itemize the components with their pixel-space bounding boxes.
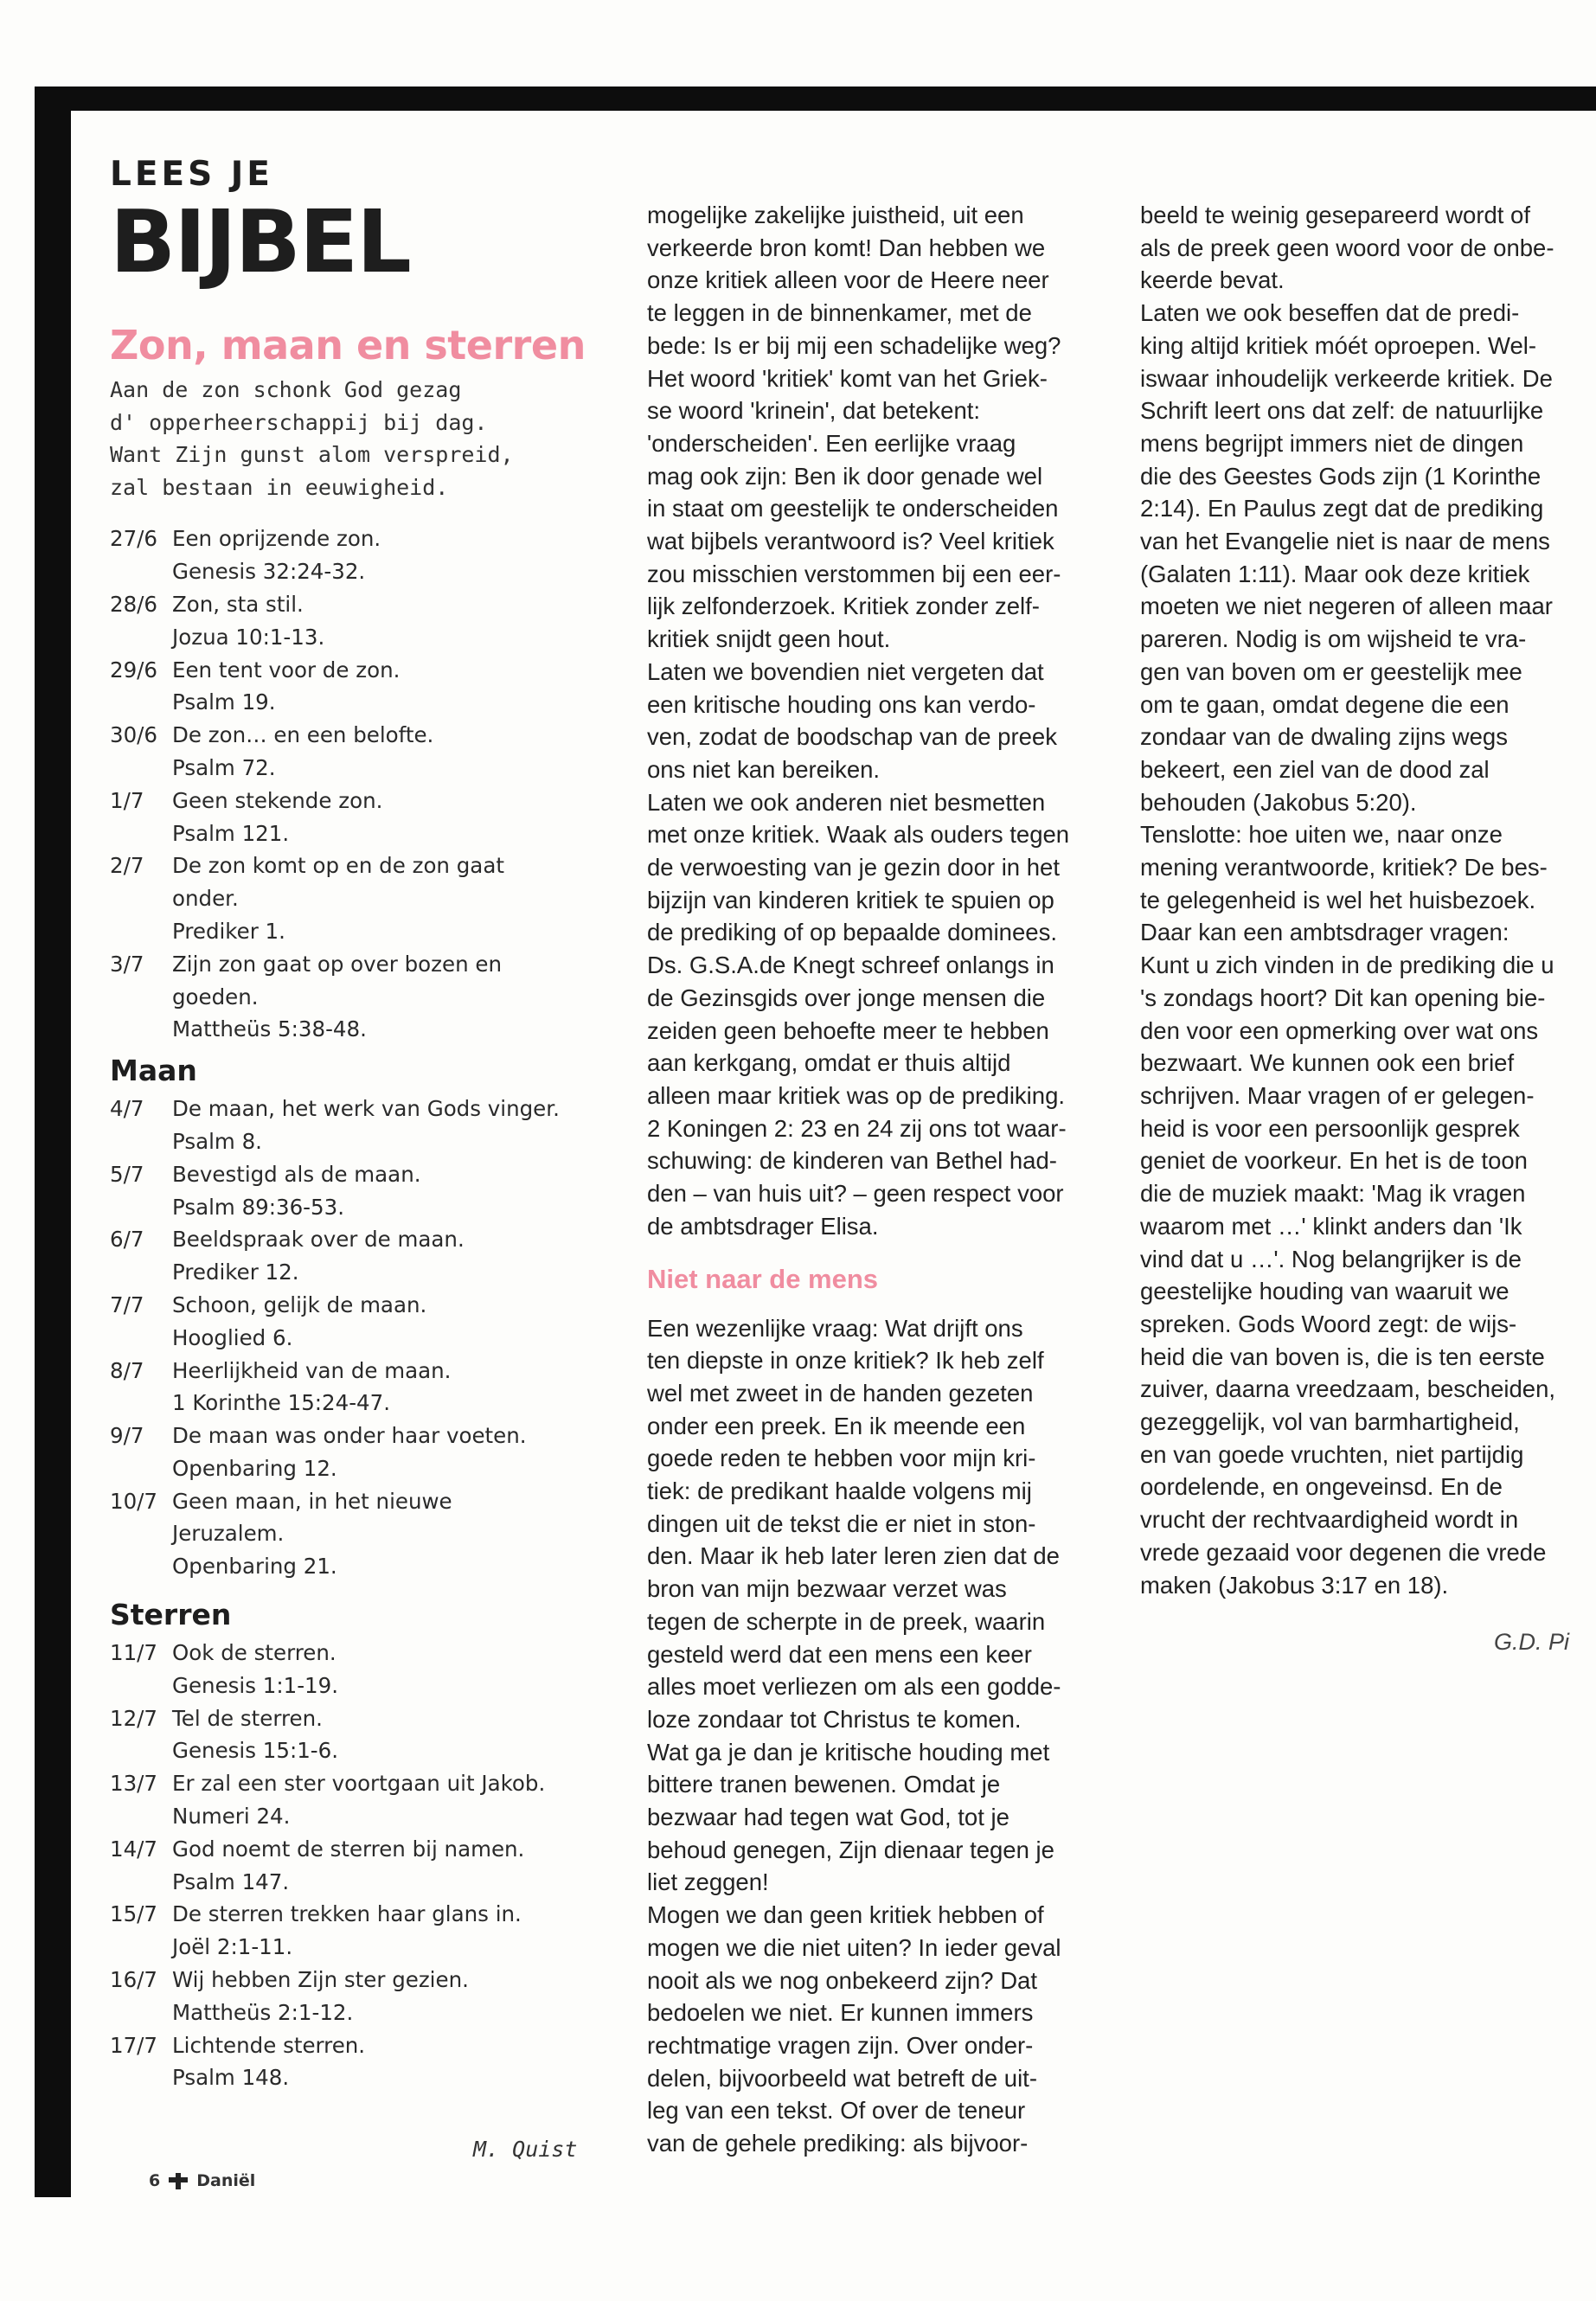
text-line: Mogen we dan geen kritiek hebben of [647,1901,1044,1929]
reading-text [172,1223,594,1289]
reading-item [110,1702,594,1768]
reading-line: Ook de sterren. [172,1640,337,1666]
top-black-bar [35,87,1596,111]
reading-line: Er zal een ster voortgaan uit Jakob. [172,1771,546,1797]
reading-date: 5/7 [110,1161,144,1187]
text-line: met onze kritiek. Waak als ouders tegen [647,821,1070,849]
reading-text [172,1637,594,1702]
reading-line: Genesis 32:24-32. [172,559,366,585]
reading-item [110,1964,594,2029]
text-line: geestelijke houding van waaruit we [1140,1278,1509,1305]
text-line: Laten we ook beseffen dat de predi- [1140,299,1520,327]
author-signature: M. Quist [473,2137,578,2162]
text-line: Laten we bovendien niet vergeten dat [647,657,1044,685]
reading-line: Numeri 24. [172,1804,291,1830]
reading-line: Psalm 8. [172,1128,262,1154]
reading-date: 10/7 [110,1488,158,1514]
text-line: ons niet kan bereiken. [647,755,881,783]
text-line: leg van een tekst. Of over de teneur [647,2097,1026,2125]
text-line: een kritische houding ons kan verdo- [647,690,1036,718]
reading-date: 15/7 [110,1901,158,1927]
reading-date: 30/6 [110,722,158,748]
header-kicker: LEES JE [110,155,273,194]
text-line: mogen we die niet uiten? In ieder geval [647,1933,1061,1961]
reading-date: 13/7 [110,1771,158,1797]
reading-line: Psalm 121. [172,820,290,846]
text-line: bede: Is er bij mij een schadelijke weg? [647,331,1061,359]
reading-item [110,785,594,850]
text-line: bezwaar had tegen wat God, tot je [647,1804,1010,1831]
reading-line: Zijn zon gaat op over bozen en [172,951,502,977]
text-line: die des Geestes Gods zijn (1 Korinthe [1140,462,1542,490]
reading-item [110,1355,594,1420]
text-line: mag ook zijn: Ben ik door genade wel [647,462,1043,490]
text-line: heid die van boven is, die is ten eerste [1140,1343,1545,1370]
text-line: lijk zelfonderzoek. Kritiek zonder zelf- [647,593,1040,620]
reading-item [110,1289,594,1355]
reading-date: 4/7 [110,1096,144,1122]
reading-line: Hooglied 6. [172,1324,293,1350]
text-line: ven, zodat de boodschap van de preek [647,723,1057,751]
reading-text [172,1898,594,1964]
reading-line: Jeruzalem. [172,1521,285,1547]
reading-item [110,1637,594,1702]
text-line: de Gezinsgids over jonge mensen die [647,984,1046,1011]
text-line: den. Maar ik heb later leren zien dat de [647,1542,1060,1570]
text-line: 'onderscheiden'. Een eerlijke vraag [647,429,1016,457]
reading-line: Heerlijkheid van de maan. [172,1357,452,1383]
text-line: mens begrijpt immers niet de dingen [1140,429,1524,457]
reading-item [110,588,594,654]
reading-text [172,1833,594,1899]
schedule-subtitle: Zon, maan en sterren [110,322,586,369]
reading-item [110,719,594,785]
text-line: de ambtsdrager Elisa. [647,1212,879,1240]
text-line: zuiver, daarna vreedzaam, bescheiden, [1140,1375,1556,1403]
text-line: vrucht der rechtvaardigheid wordt in [1140,1506,1519,1534]
reading-line: Bevestigd als de maan. [172,1161,421,1187]
reading-date: 28/6 [110,591,158,617]
reading-line: De zon komt op en de zon gaat [172,853,504,879]
reading-item [110,1833,594,1899]
reading-text [172,1964,594,2029]
text-line: aan kerkgang, omdat er thuis altijd [647,1049,1011,1077]
reading-line: Mattheüs 2:1-12. [172,1999,354,2025]
text-line: onder een preek. En ik meende een [647,1412,1026,1439]
reading-text [172,1485,594,1583]
text-line: zondaar van de dwaling zijns wegs [1140,723,1508,751]
text-line: 2 Koningen 2: 23 en 24 zij ons tot waar- [647,1114,1067,1142]
reading-item [110,1767,594,1833]
reading-date: 8/7 [110,1357,144,1383]
text-line: zou misschien verstommen bij een eer- [647,560,1061,587]
paragraph-block-b [647,1312,1106,2160]
reading-line: Zon, sta stil. [172,591,304,617]
cross-lion-icon [167,2171,189,2190]
reading-date: 7/7 [110,1292,144,1317]
text-line: schrijven. Maar vragen of er gelegen- [1140,1081,1535,1109]
text-line: gen van boven om er geestelijk mee [1140,657,1522,685]
text-line: alleen maar kritiek was op de prediking. [647,1081,1066,1109]
reading-date: 1/7 [110,787,144,813]
reading-item [110,1898,594,1964]
text-line: behoud genegen, Zijn dienaar tegen je [647,1836,1054,1863]
text-line: om te gaan, omdat degene die een [1140,690,1509,718]
text-line: liet zeggen! [647,1868,769,1896]
text-line: vrede gezaaid voor degenen die vrede [1140,1538,1547,1566]
reading-line: Joël 2:1-11. [172,1934,293,1960]
reading-line: God noemt de sterren bij namen. [172,1836,525,1862]
text-line: den – van huis uit? – geen respect voor [647,1180,1064,1208]
reading-item [110,522,594,588]
reading-line: De maan was onder haar voeten. [172,1423,527,1449]
text-line: tiek: de predikant haalde volgens mij [647,1477,1032,1505]
reading-line: Psalm 148. [172,2065,290,2091]
page-footer [149,2171,255,2190]
text-line: de prediking of op bepaalde dominees. [647,919,1057,946]
text-line: bedoelen we niet. Er kunnen immers [647,1999,1034,2027]
reading-line: Een oprijzende zon. [172,526,381,552]
reading-text [172,719,594,785]
reading-line: Genesis 15:1-6. [172,1738,339,1764]
reading-item [110,1223,594,1289]
text-line: en van goede vruchten, niet partijdig [1140,1440,1524,1468]
reading-date: 6/7 [110,1227,144,1253]
reading-date: 14/7 [110,1836,158,1862]
maan-list [110,1093,594,1583]
reading-line: Mattheüs 5:38-48. [172,1016,367,1042]
reading-item [110,654,594,720]
sterren-heading: Sterren [110,1598,232,1632]
sterren-list [110,1637,594,2094]
reading-line: Prediker 1. [172,918,285,944]
paragraph-block-c [1140,199,1596,1601]
text-line: keerde bevat. [1140,266,1285,294]
reading-line: Schoon, gelijk de maan. [172,1292,427,1317]
reading-line: 1 Korinthe 15:24-47. [172,1390,391,1416]
reading-line: Jozua 10:1-13. [172,624,325,650]
reading-line: Lichtende sterren. [172,2032,366,2058]
reading-text [172,1420,594,1485]
reading-item [110,2029,594,2095]
text-line: als de preek geen woord voor de onbe- [1140,234,1554,261]
verse-line: Aan de zon schonk God gezag [110,377,462,402]
zon-list [110,522,594,1046]
reading-date: 16/7 [110,1967,158,1993]
text-line: Het woord 'kritiek' komt van het Griek- [647,364,1048,392]
reading-date: 12/7 [110,1705,158,1731]
text-line: waarom met …' klinkt anders dan 'Ik [1140,1212,1522,1240]
reading-text [172,849,594,947]
verse-line: Want Zijn gunst alom verspreid, [110,442,514,468]
reading-text [172,948,594,1046]
paragraph-block-a [647,199,1106,1243]
text-line: bittere tranen bewenen. Omdat je [647,1771,1001,1798]
section-subhead: Niet naar de mens [647,1263,879,1294]
text-line: wel met zweet in de handen gezeten [647,1379,1034,1407]
magazine-name: Daniël [196,2171,256,2190]
reading-line: Psalm 19. [172,689,276,715]
text-line: maken (Jakobus 3:17 en 18). [1140,1571,1449,1599]
text-line: delen, bijvoorbeeld wat betreft de uit- [647,2064,1037,2092]
reading-line: Een tent voor de zon. [172,657,401,683]
text-line: Schrift leert ons dat zelf: de natuurlijke [1140,397,1544,425]
text-line: Wat ga je dan je kritische houding met [647,1738,1050,1766]
text-line: gezeggelijk, vol van barmhartigheid, [1140,1408,1520,1436]
text-line: behouden (Jakobus 5:20). [1140,788,1417,816]
text-line: gesteld werd dat een mens een keer [647,1640,1032,1668]
text-line: vind dat u …'. Nog belangrijker is de [1140,1245,1522,1272]
reading-line: Psalm 89:36-53. [172,1194,344,1220]
reading-line: Psalm 147. [172,1868,290,1894]
reading-line: Beeldspraak over de maan. [172,1227,465,1253]
text-line: die de muziek maakt: 'Mag ik vragen [1140,1180,1526,1208]
reading-text [172,2029,594,2095]
text-line: iswaar inhoudelijk verkeerde kritiek. De [1140,364,1553,392]
text-line: moeten we niet negeren of alleen maar [1140,593,1553,620]
reading-date: 27/6 [110,526,158,552]
text-line: 2:14). En Paulus zegt dat de prediking [1140,495,1544,522]
reading-line: Geen maan, in het nieuwe [172,1488,452,1514]
text-line: te leggen in de binnenkamer, met de [647,299,1032,327]
reading-line: De zon… en een belofte. [172,722,434,748]
text-line: bron van mijn bezwaar verzet was [647,1575,1007,1603]
text-line: loze zondaar tot Christus te komen. [647,1705,1022,1733]
text-line: pareren. Nodig is om wijsheid te vra- [1140,625,1527,653]
reading-date: 9/7 [110,1423,144,1449]
text-line: in staat om geestelijk te onderscheiden [647,495,1059,522]
header-title: BIJBEL [110,191,410,292]
reading-text [172,1767,594,1833]
reading-line: onder. [172,886,239,912]
verse-line: d' opperheerschappij bij dag. [110,409,488,435]
reading-text [172,654,594,720]
page-number: 6 [149,2171,161,2190]
reading-line: goeden. [172,984,259,1009]
text-line: beeld te weinig gesepareerd wordt of [1140,202,1530,228]
reading-date: 11/7 [110,1640,158,1666]
text-line: tegen de scherpte in de preek, waarin [647,1607,1046,1635]
text-line: Tenslotte: hoe uiten we, naar onze [1140,821,1503,849]
text-line: king altijd kritiek móét oproepen. Wel- [1140,331,1537,359]
text-line: oordelende, en ongeveinsd. En de [1140,1473,1503,1501]
reading-text [172,1355,594,1420]
reading-item [110,1093,594,1158]
text-line: Ds. G.S.A.de Knegt schreef onlangs in [647,952,1054,979]
reading-text [172,1289,594,1355]
reading-line: Wij hebben Zijn ster gezien. [172,1967,469,1993]
article-column-3 [1140,199,1596,1601]
reading-text [172,588,594,654]
reading-text [172,785,594,850]
text-line: den voor een opmerking over wat ons [1140,1016,1539,1044]
reading-schedule-column [110,154,594,2094]
reading-date: 29/6 [110,657,158,683]
text-line: rechtmatige vragen zijn. Over onder- [647,2031,1034,2059]
reading-item [110,1485,594,1583]
text-line: alles moet verliezen om als een godde- [647,1673,1061,1701]
reading-line: Psalm 72. [172,754,276,780]
text-line: bekeert, een ziel van de dood zal [1140,755,1490,783]
reading-item [110,849,594,947]
text-line: te gelegenheid is wel het huisbezoek. [1140,886,1536,913]
text-line: verkeerde bron komt! Dan hebben we [647,234,1046,261]
reading-line: Openbaring 21. [172,1554,337,1580]
text-line: se woord 'krinein', dat betekent: [647,397,981,425]
text-line: heid is voor een persoonlijk gesprek [1140,1114,1520,1142]
text-line: geniet de voorkeur. En het is de toon [1140,1147,1528,1175]
article-column-2 [647,199,1106,2160]
text-line: kritiek snijdt geen hout. [647,625,891,653]
text-line: Daar kan een ambtsdrager vragen: [1140,919,1509,946]
text-line: de verwoesting van je gezin door in het [647,854,1060,881]
reading-line: Tel de sterren. [172,1705,323,1731]
text-line: goede reden te hebben voor mijn kri- [647,1445,1036,1472]
reading-date: 2/7 [110,853,144,879]
text-line: onze kritiek alleen voor de Heere neer [647,266,1049,294]
left-black-bar [35,87,71,2197]
text-line: dingen uit de tekst die er niet in ston- [647,1509,1036,1537]
text-line: van de gehele prediking: als bijvoor- [647,2130,1029,2157]
reading-date: 3/7 [110,951,144,977]
reading-line: Prediker 12. [172,1259,299,1285]
article-signature: G.D. Pi [1494,1629,1570,1655]
reading-line: Openbaring 12. [172,1455,337,1481]
reading-text [172,1093,594,1158]
text-line: van het Evangelie niet is naar de mens [1140,528,1550,555]
reading-line: Genesis 1:1-19. [172,1672,339,1698]
reading-item [110,1420,594,1485]
text-line: Kunt u zich vinden in de prediking die u [1140,952,1554,979]
text-line: wat bijbels verantwoord is? Veel kritiek [647,528,1054,555]
verse-line: zal bestaan in eeuwigheid. [110,474,449,500]
text-line: spreken. Gods Woord zegt: de wijs- [1140,1310,1517,1337]
text-line: Een wezenlijke vraag: Wat drijft ons [647,1314,1023,1342]
text-line: schuwing: de kinderen van Bethel had- [647,1147,1057,1175]
text-line: zeiden geen behoefte meer te hebben [647,1016,1049,1044]
reading-text [172,1702,594,1768]
reading-line: De maan, het werk van Gods vinger. [172,1096,560,1122]
text-line: bezwaart. We kunnen ook een brief [1140,1049,1515,1077]
reading-text [172,522,594,588]
reading-item [110,1158,594,1224]
text-line: Laten we ook anderen niet besmetten [647,788,1046,816]
text-line: 's zondags hoort? Dit kan opening bie- [1140,984,1546,1011]
reading-text [172,1158,594,1224]
reading-date: 17/7 [110,2032,158,2058]
text-line: mogelijke zakelijke juistheid, uit een [647,202,1024,228]
verse-block [110,374,594,503]
reading-item [110,948,594,1046]
reading-line: Geen stekende zon. [172,787,383,813]
reading-line: De sterren trekken haar glans in. [172,1901,522,1927]
text-line: bijzijn van kinderen kritiek te spuien op [647,886,1054,913]
text-line: nooit als we nog onbekeerd zijn? Dat [647,1966,1037,1994]
text-line: ten diepste in onze kritiek? Ik heb zelf [647,1347,1044,1375]
text-line: (Galaten 1:11). Maar ook deze kritiek [1140,560,1530,587]
text-line: mening verantwoorde, kritiek? De bes- [1140,854,1548,881]
maan-heading: Maan [110,1054,197,1088]
